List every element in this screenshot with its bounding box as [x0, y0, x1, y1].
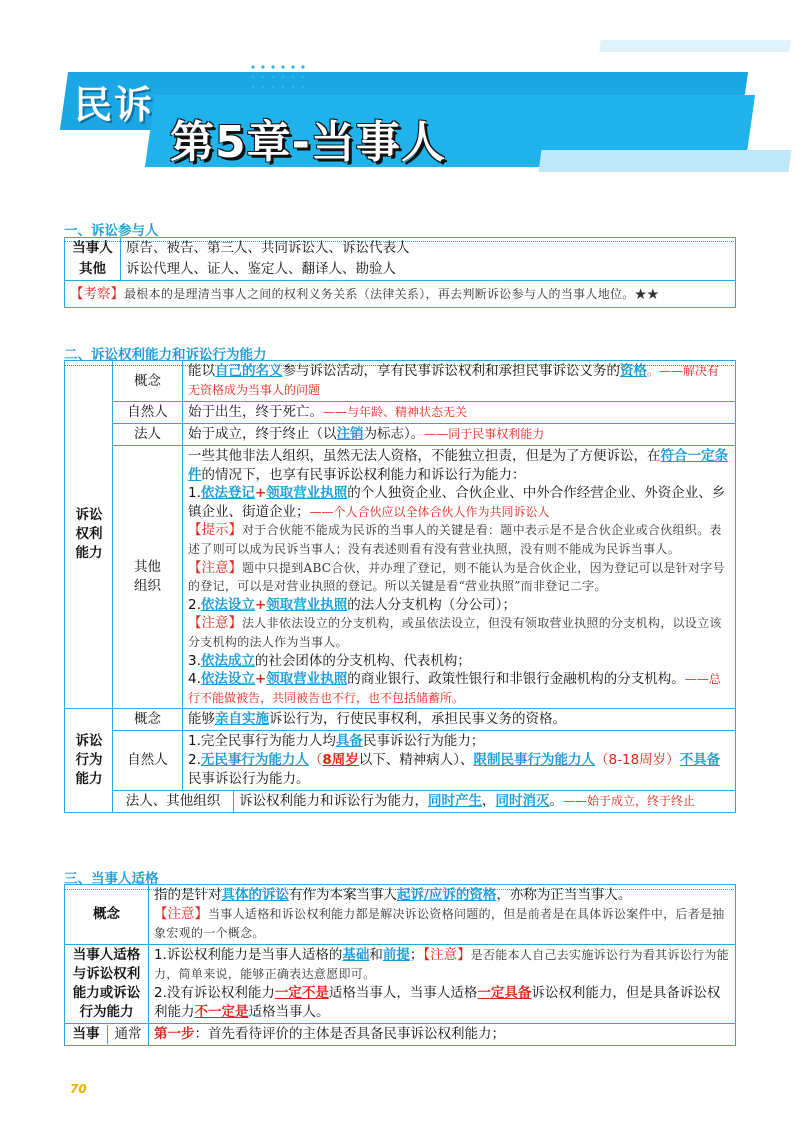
- row-text-other: 诉讼代理人、证人、鉴定人、翻译人、勘验人: [121, 259, 736, 281]
- section-title-capacity: 二、诉讼权利能力和诉讼行为能力: [64, 343, 736, 366]
- row-text-concept: 能以自己的名义参与诉讼活动，享有民事诉讼权利和承担民事诉讼义务的资格。——解决有无资格成为当事人的问题: [183, 361, 736, 402]
- row-head-act-concept: 概念: [113, 709, 183, 731]
- header-dot-pattern: [248, 62, 308, 92]
- note-text: 最根本的是理清当事人之间的权利义务关系（法律关系），再去判断诉讼参与人的当事人地位。★★: [124, 287, 660, 301]
- row-text-natural-person: 始于出生，终于死亡。——与年龄、精神状态无关: [183, 402, 736, 424]
- subject-label: 民诉: [74, 83, 155, 127]
- group-litigation-act-capacity: 诉讼行为能力: [65, 709, 113, 813]
- row-act-legal-other: [113, 791, 736, 813]
- row-text-standing-concept: 指的是针对具体的诉讼有作为本案当事人起诉/应诉的资格，亦称为正当当事人。 【注意】当事人适格和诉讼权利能力都是解决诉讼资格问题的，但是前者是在具体诉讼案件中，后者是抽象宏观的一个概念。: [149, 885, 736, 945]
- row-text-party: 原告、被告、第三人、共同诉讼人、诉讼代表人: [121, 238, 736, 260]
- row-text-act-natural-person: 1.完全民事行为能力人均具备民事诉讼行为能力； 2.无民事行为能力人（8周岁以下、精神病人）、限制民事行为能力人（8-18周岁）不具备民事诉讼行为能力。: [183, 731, 736, 791]
- row-head-party-split: [65, 1024, 149, 1046]
- row-head-other-org: 其他组织: [113, 446, 183, 709]
- participants-table: [64, 237, 736, 308]
- header-decor-stripe: [538, 150, 791, 172]
- row-head-natural-person: 自然人: [113, 402, 183, 424]
- section-title-standing: 三、当事人适格: [64, 867, 736, 890]
- row-text-other-org: 一些其他非法人组织，虽然无法人资格，不能独立担责，但是为了方便诉讼，在符合一定条件的情况下，也享有民事诉讼权利能力和诉讼行为能力： 1.依法登记+领取营业执照的个人独资企业、合伙企业、中外合作经营企业、外资企业、乡镇企业、街道企业；——个人合伙应以全体合伙人作为共同诉讼人 【提示】对于合伙能不能成为民诉的当事人的关键是看：题中表示是不是合伙企业或合伙组织。表述了则可以成为民诉当事人；没有表述则看有没有营业执照，没有则不能成为民诉当事人。 【注意】题中只提到ABC合伙，并办理了登记，则不能认为是合伙企业，因为登记可以是针对字号的登记，可以是对营业执照的登记。所以关键是看“营业执照”而非登记二字。 2.依法设立+领取营业执照的法人分支机构（分公司）； 【注意】法人非依法设立的分支机构，或虽依法设立，但没有领取营业执照的分支机构，以设立该分支机构的法人作为当事人。 3.依法成立的社会团体的分支机构、代表机构； 4.依法设立+领取营业执照的商业银行、政策性银行和非银行金融机构的分支机构。——总行不能做被告，共同被告也不行，也不包括储蓄所。: [183, 446, 736, 709]
- header-decor-stripe: [599, 40, 791, 52]
- note-tag: 【考察】: [70, 286, 124, 302]
- row-head-usual: 通常: [114, 1026, 142, 1042]
- standing-table: [64, 884, 736, 1046]
- row-text-first-step: 第一步：首先看待评价的主体是否具备民事诉讼权利能力；: [149, 1024, 736, 1046]
- capacity-table: [64, 360, 736, 813]
- row-head-legal-person: 法人: [113, 424, 183, 446]
- row-text-act-legal-other: 诉讼权利能力和诉讼行为能力，同时产生，同时消灭。——始于成立，终于终止: [239, 793, 696, 810]
- row-head-party: 当事人: [65, 238, 121, 260]
- row-text-act-concept: 能够亲自实施诉讼行为，行使民事权利，承担民事义务的资格。: [183, 709, 736, 731]
- row-head-standing-concept: 概念: [65, 885, 149, 945]
- group-litigation-rights-capacity: 诉讼权利能力: [65, 361, 113, 709]
- section-title-participants: 一、诉讼参与人: [64, 219, 736, 242]
- row-head-party-prefix: 当事: [65, 1025, 108, 1044]
- page-number: 70: [70, 1082, 87, 1096]
- row-head-other: 其他: [65, 259, 121, 281]
- row-head-act-natural-person: 自然人: [113, 731, 183, 791]
- row-head-act-legal-other: 法人、其他组织: [113, 791, 234, 812]
- note-cell: [65, 281, 736, 308]
- chapter-title: 第5章-当事人: [170, 117, 446, 168]
- row-head-concept: 概念: [113, 361, 183, 402]
- row-head-standing-vs-capacity: 当事人适格与诉讼权利能力或诉讼行为能力: [65, 945, 149, 1024]
- chapter-header: [0, 0, 800, 210]
- row-text-legal-person: 始于成立，终于终止（以注销为标志）。——同于民事权利能力: [183, 424, 736, 446]
- row-text-standing-vs-capacity: 1.诉讼权利能力是当事人适格的基础和前提；【注意】是否能本人自己去实施诉讼行为看其诉讼行为能力，简单来说，能够正确表达意愿即可。 2.没有诉讼权利能力一定不是适格当事人，当事人适格一定具备诉讼权利能力，但是具备诉讼权利能力不一定是适格当事人。: [149, 945, 736, 1024]
